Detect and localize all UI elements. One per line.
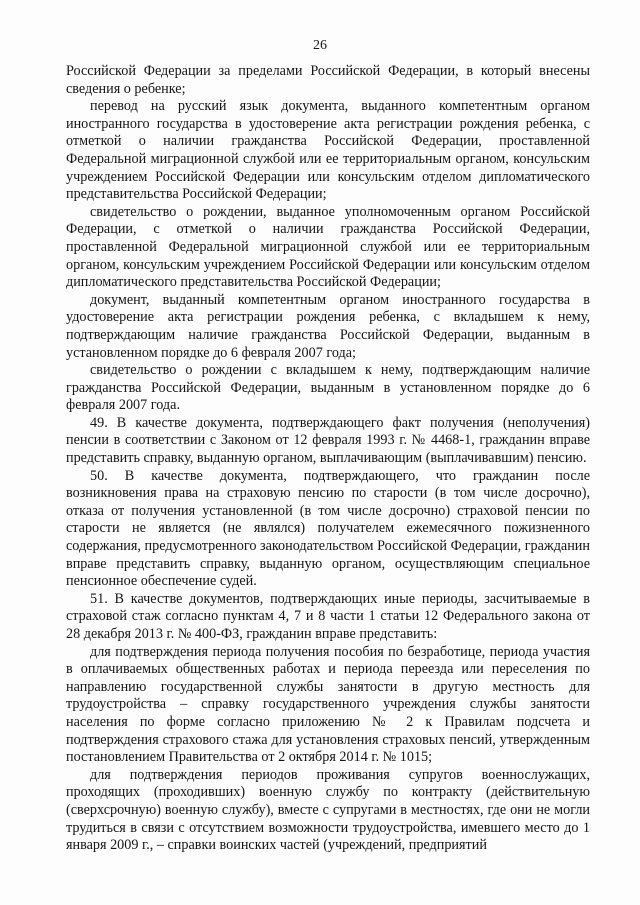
document-body <box>66 63 590 855</box>
paragraph-unemployment-periods: для подтверждения периода получения пособия по безработице, периода участия в оплачиваемых общественных работах и периода переезда или переселения по направлению государственной службы занятости в другую местность для трудоустройства – справку государственного учреждения службы занятости населения по форме согласно приложению № 2 к Правилам подсчета и подтверждения страхового стажа для установления страховых пенсий, утвержденным постановлением Правительства от 2 октября 2014 г. № 1015; <box>66 643 590 766</box>
paragraph-continuation: Российской Федерации за пределами Российской Федерации, в который внесены сведения о ребенке; <box>66 63 590 97</box>
paragraph-birth-certificate-insert: свидетельство о рождении с вкладышем к нему, подтверждающим наличие гражданства Российской Федерации, выданным в установленном порядке до 6 февраля 2007 года. <box>66 362 590 414</box>
paragraph-clause-51: 51. В качестве документов, подтверждающих иные периоды, засчитываемые в страховой стаж согласно пунктам 4, 7 и 8 части 1 статьи 12 Федерального закона от 28 декабря 2013 г. № 400-ФЗ, гражданин вправе представить: <box>66 590 590 642</box>
page-number: 26 <box>313 38 327 53</box>
paragraph-clause-49: 49. В качестве документа, подтверждающего факт получения (неполучения) пенсии в соответствии с Законом от 12 февраля 1993 г. № 4468-1, гражданин вправе представить справку, выданную органом, выплачивающим (выплачивавшим) пенсию. <box>66 414 590 467</box>
paragraph-birth-certificate-mark: свидетельство о рождении, выданное уполномоченным органом Российской Федерации, с отметкой о наличии гражданства Российской Федерации, проставленной Федеральной миграционной службой или ее территориальным органом, консульским учреждением Российской Федерации или консульским отделом дипломатического представительства Российской Федерации; <box>66 203 590 291</box>
paragraph-military-spouses: для подтверждения периодов проживания супругов военнослужащих, проходящих (проходивших) военную службу по контракту (действительную (сверхсрочную) военную службу), вместе с супругами в местностях, где они не могли трудиться в связи с отсутствием возможности трудоустройства, имевшего место до 1 января 2009 г., – справки воинских частей (учреждений, предприятий <box>66 766 590 854</box>
paragraph-foreign-document-insert: документ, выданный компетентным органом иностранного государства в удостоверение акта регистрации рождения ребенка, с вкладышем к нему, подтверждающим наличие гражданства Российской Федерации, выданным в установленном порядке до 6 февраля 2007 года; <box>66 291 590 361</box>
paragraph-clause-50: 50. В качестве документа, подтверждающего, что гражданин после возникновения права на страховую пенсию по старости (в том числе досрочно), отказа от получения установленной (в том числе досрочно) страховой пенсии по старости не является (не являлся) получателем ежемесячного пожизненного содержания, предусмотренного законодательством Российской Федерации, гражданин вправе представить справку, выданную органом, осуществляющим специальное пенсионное обеспечение судей. <box>66 467 590 590</box>
paragraph-translation-document: перевод на русский язык документа, выданного компетентным органом иностранного государства в удостоверение акта регистрации рождения ребенка, с отметкой о наличии гражданства Российской Федерации, проставленной Федеральной миграционной службой или ее территориальным органом, консульским учреждением Российской Федерации или консульским отделом дипломатического представительства Российской Федерации; <box>66 98 590 203</box>
